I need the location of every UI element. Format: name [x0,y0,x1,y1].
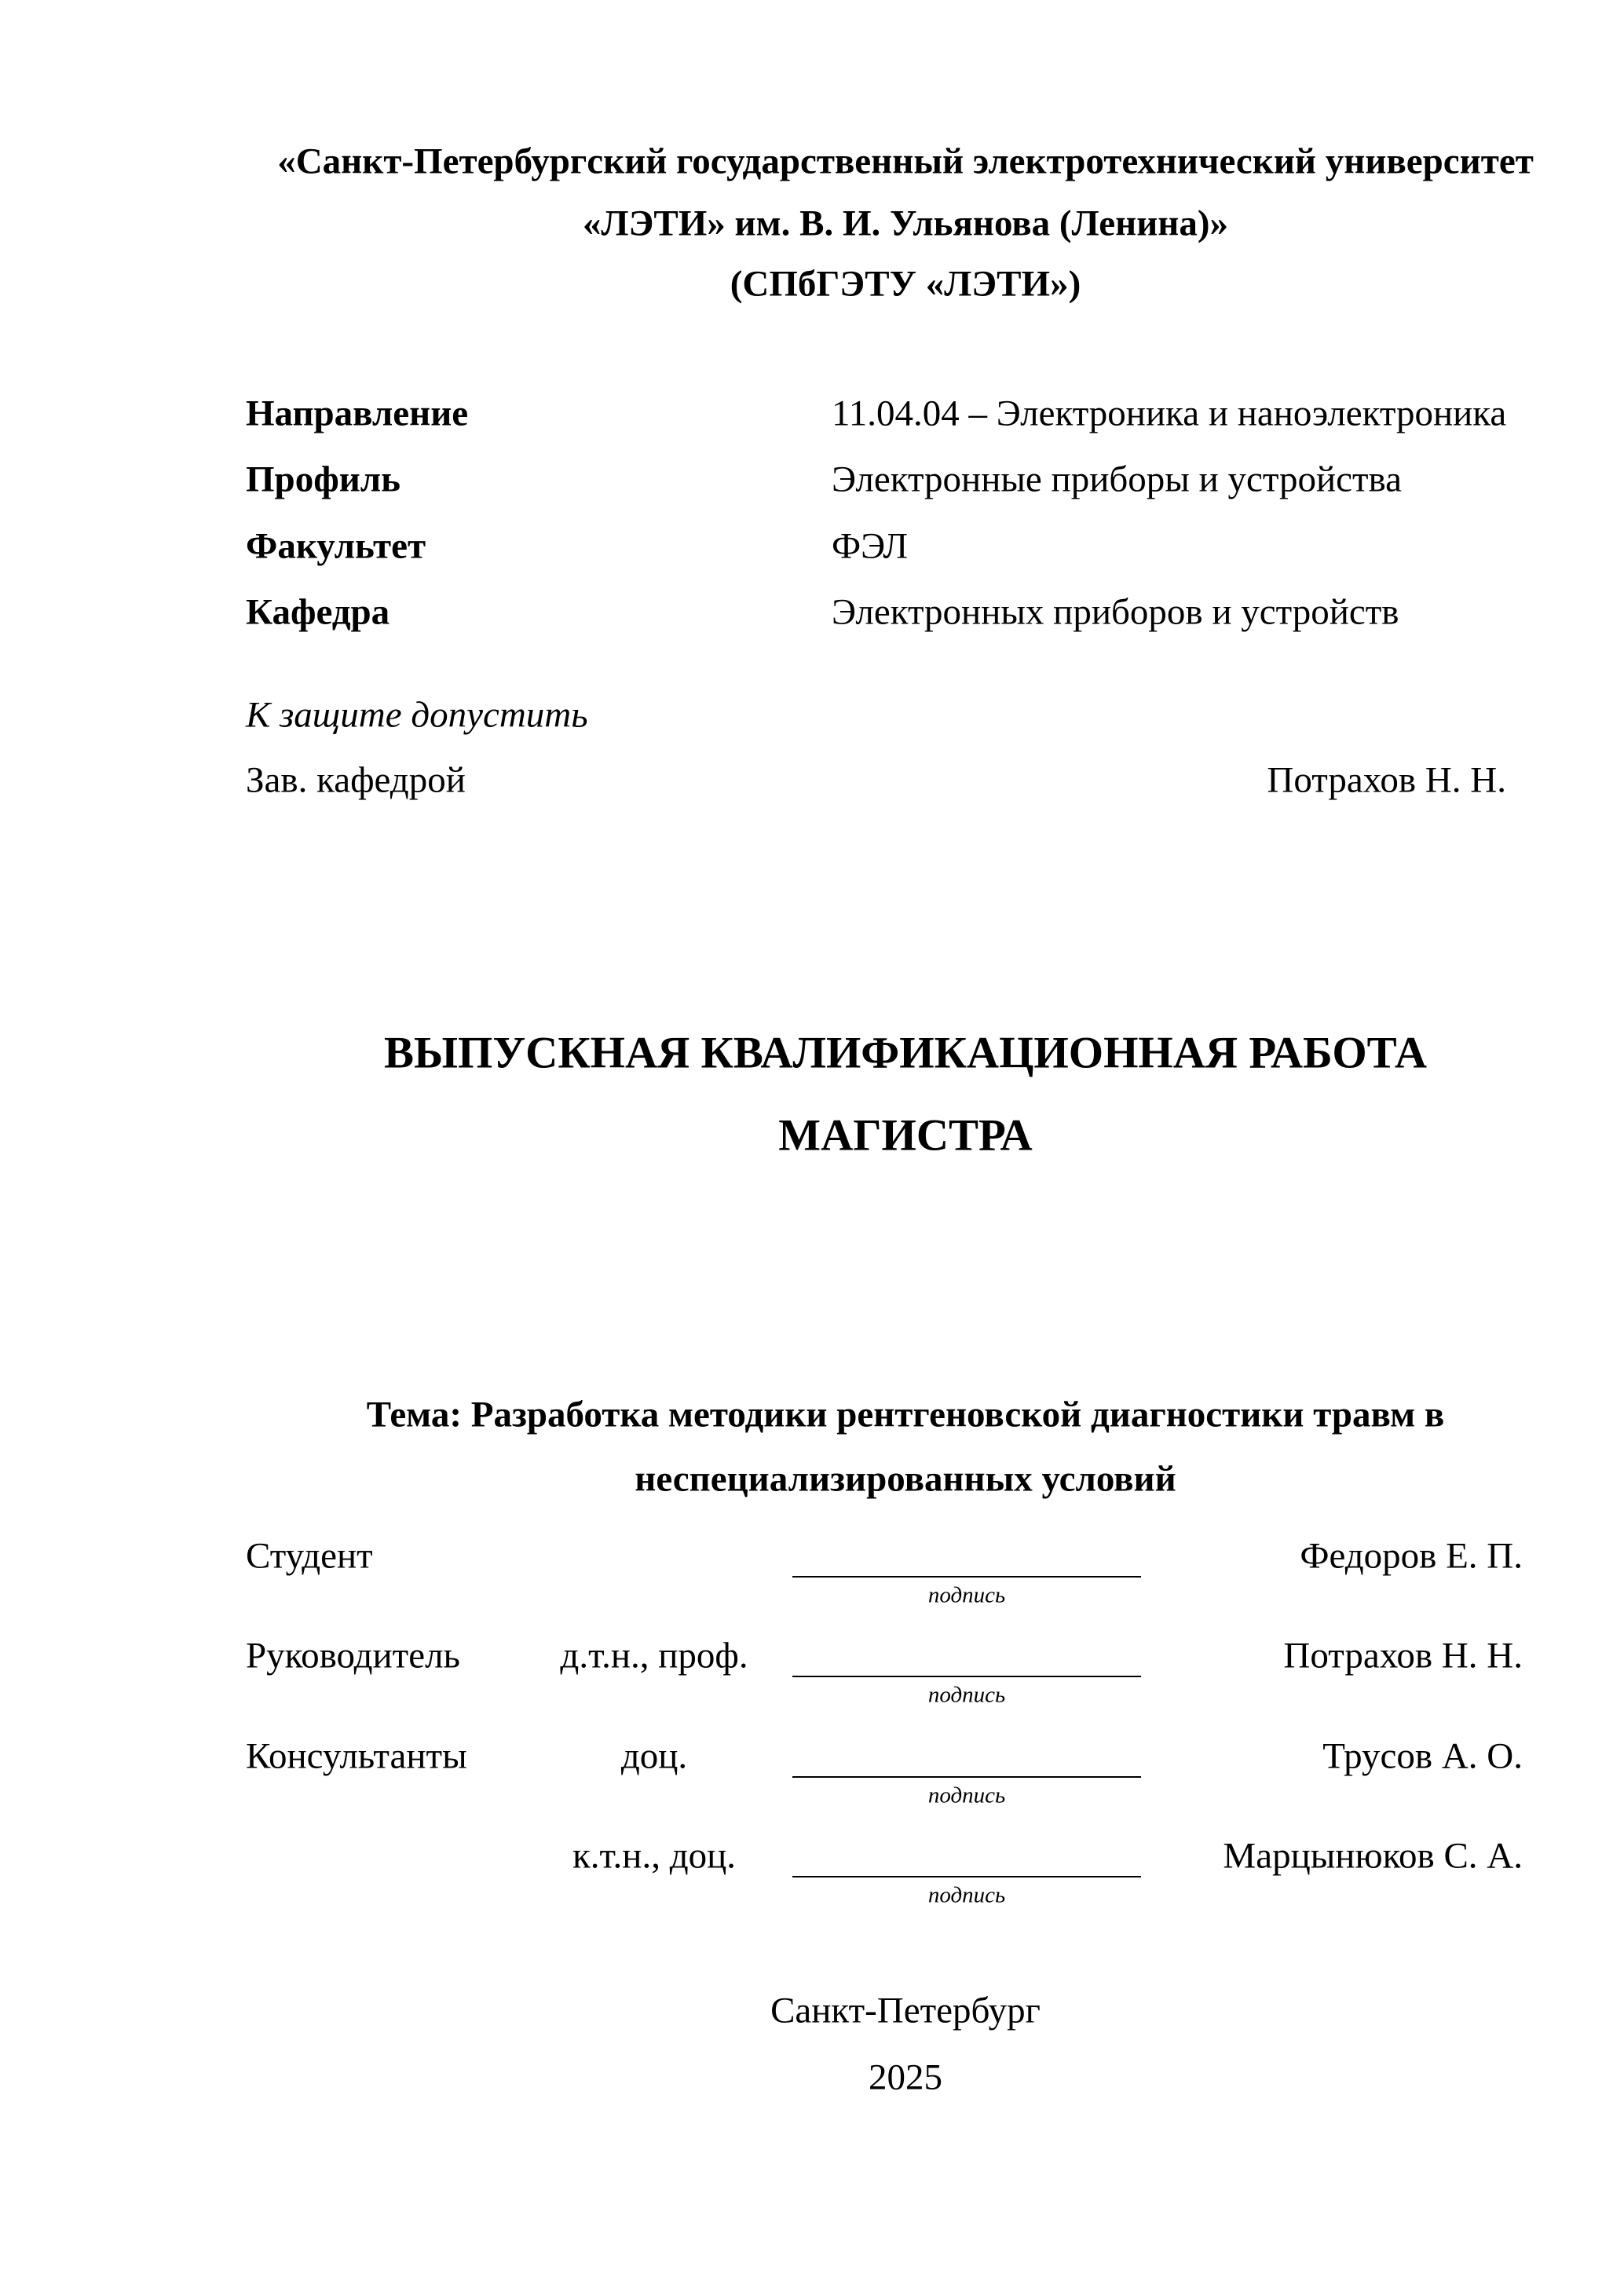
info-label-profile: Профиль [246,459,401,500]
signature-degree: к.т.н., доц. [572,1835,737,1877]
header-line-2: «ЛЭТИ» им. В. И. Ульянова (Ленина)» [582,203,1229,244]
info-label-direction: Направление [246,393,469,434]
signature-name: Федоров Е. П. [1300,1535,1523,1577]
title-line-2: МАГИСТРА [778,1110,1033,1161]
signature-name: Трусов А. О. [1322,1735,1523,1777]
signature-name: Потрахов Н. Н. [1283,1635,1523,1676]
title-line-1: ВЫПУСКНАЯ КВАЛИФИКАЦИОННАЯ РАБОТА [383,1028,1428,1078]
footer-year: 2025 [869,2057,942,2098]
signature-degree: доц. [620,1735,688,1777]
signature-line [792,1576,1141,1578]
signature-degree: д.т.н., проф. [560,1635,748,1676]
signature-role: Студент [246,1535,373,1577]
info-label-department: Кафедра [246,591,390,633]
header-line-1: «Санкт-Петербургский государственный электротехнический университет [277,141,1534,182]
header-line-3: (СПбГЭТУ «ЛЭТИ») [730,263,1081,305]
signature-caption: подпись [927,1882,1006,1908]
topic-line-2: неспециализированных условий [635,1458,1176,1500]
info-value-direction: 11.04.04 – Электроника и наноэлектроника [832,393,1507,434]
topic-line-1: Тема: Разработка методики рентгеновской диагностики травм в [366,1394,1445,1435]
info-value-department: Электронных приборов и устройств [832,591,1399,633]
info-label-faculty: Факультет [246,525,426,567]
signature-caption: подпись [927,1782,1006,1808]
signature-line [792,1776,1141,1778]
info-value-faculty: ФЭЛ [832,525,909,567]
signature-role: Руководитель [246,1635,460,1676]
approval-name: Потрахов Н. Н. [1267,759,1506,801]
signature-caption: подпись [927,1582,1006,1608]
signature-role: Консультанты [246,1735,467,1777]
signature-line [792,1876,1141,1877]
approval-role: Зав. кафедрой [246,759,466,801]
signature-caption: подпись [927,1682,1006,1708]
approval-note: К защите допустить [246,694,588,736]
signature-line [792,1676,1141,1677]
info-value-profile: Электронные приборы и устройства [832,459,1402,500]
footer-city: Санкт-Петербург [770,1990,1041,2031]
signature-name: Марцынюков С. А. [1223,1835,1523,1877]
